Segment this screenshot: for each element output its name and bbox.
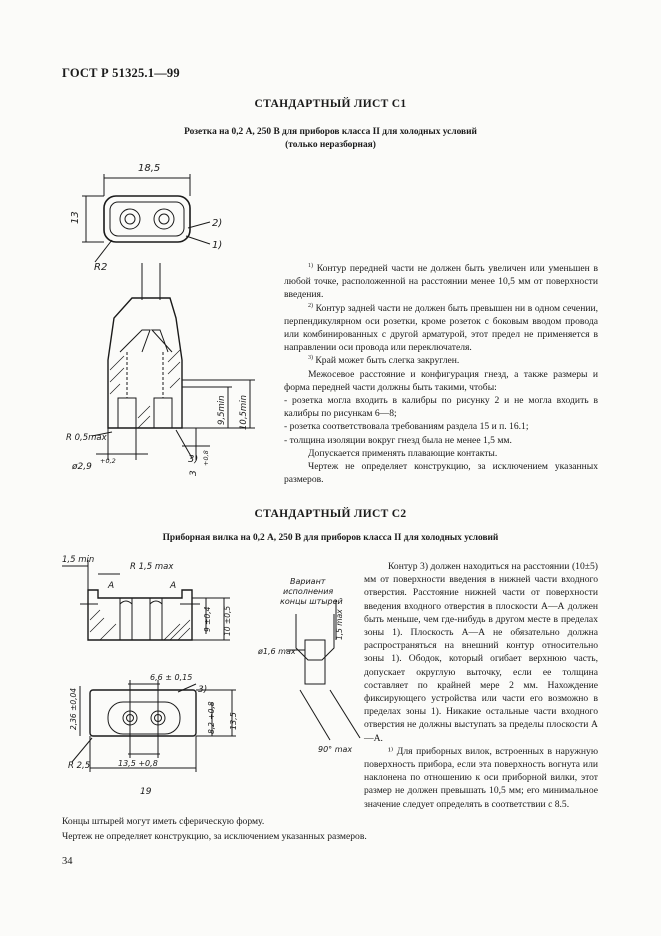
note-2-text: Контур задней части не должен быть превышен ни в одном сечении, перпендикулярном оси розетки, кроме розеток с боковым вводом провода или комбинированных с другой арматурой, этот предел не применяется в направлении оси провода или переключателя. bbox=[284, 302, 598, 354]
page-number: 34 bbox=[62, 856, 73, 867]
note-3-mark: 3) bbox=[308, 355, 313, 362]
c2-dim-9: 9 ±0,4 bbox=[203, 606, 212, 632]
c1-callout-1: 1) bbox=[212, 240, 223, 251]
c2-drawing-note: Чертеж не определяет конструкцию, за исключением указанных размеров. bbox=[62, 831, 367, 842]
c2-dim-10: 10 ±0,5 bbox=[223, 605, 232, 636]
note-1-text: Контур передней части не должен быть увеличен или уменьшен в любой точке, расположенной на расстоянии менее 10,5 мм от поверхности введения. bbox=[284, 263, 598, 301]
sheet-c1-subtitle-1: Розетка на 0,2 А, 250 В для приборов класса II для холодных условий bbox=[184, 127, 477, 137]
standard-header: ГОСТ Р 51325.1—99 bbox=[62, 66, 180, 80]
c1-paragraph: Межосевое расстояние и конфигурация гнезд, а также размеры и форма передней части должны быть такими, чтобы: bbox=[284, 368, 598, 393]
c1-floating-contacts: Допускается применять плавающие контакты. bbox=[308, 447, 498, 459]
c2-angle: 90° max bbox=[318, 745, 353, 754]
c2-variant-3: концы штырей bbox=[280, 597, 343, 606]
c2-variant-1: Вариант bbox=[290, 577, 326, 586]
c1-drawing-note: Чертеж не определяет конструкцию, за исключением указанных размеров. bbox=[284, 461, 598, 486]
c2-width-19: 19 bbox=[140, 787, 152, 797]
c2-main-text: Контур 3) должен находиться на расстоянии (10±5) мм от поверхности введения в нижней части входного отверстия. Расстояние нижней части от поверхности введения входного отверстия в плоскости А—А должен быть меньше, чем где-нибудь в другом месте в пределах зоны 1). Плоскость А—А не обязательно должна распространяться на внешний контур относительно зоны 1). Ободок, который огибает верхнюю часть, допускает округлую выточку, если ее толщина составляет по крайней мере 2 мм. Нахождение фиксирующего устройства или части его возможно в пределах зоны 1). Никакие остальные части входного отверстия не должны выступать за пределы плоскости А—А. bbox=[364, 561, 598, 744]
c2-dim-1-5max: 1,5 max bbox=[335, 609, 344, 640]
c2-r-1-5: R 1,5 max bbox=[130, 562, 174, 572]
c1-depth-tol: +0,8 bbox=[202, 450, 210, 466]
c1-hole-tol: +0,2 bbox=[100, 457, 116, 465]
c1-radius-label: R2 bbox=[94, 262, 108, 273]
c1-callout-3: 3) bbox=[188, 454, 199, 465]
c1-edge-radius: R 0,5max bbox=[66, 433, 107, 443]
note-2-mark: 2) bbox=[308, 302, 313, 309]
c1-dim-9-5: 9,5min bbox=[217, 395, 227, 425]
c2-variant-2: исполнения bbox=[283, 587, 334, 596]
c2-dim-13-5: 13,5 bbox=[229, 712, 238, 730]
c1-callout-2: 2) bbox=[212, 218, 223, 229]
sheet-c2-subtitle: Приборная вилка на 0,2 А, 250 В для приборов класса II для холодных условий bbox=[162, 533, 499, 543]
c2-dim-8-2: 8,2 +0,8 bbox=[207, 701, 216, 734]
c2-section-a-left: A bbox=[108, 581, 115, 591]
c2-note-1: ¹⁾ Для приборных вилок, встроенных в наружную поверхность прибора, если эта поверхность вогнута или наклонена по отношению к оси приборной вилки, этот размер не должен превышать 10,5 мм; его минимальное значение следует определять в соответствии с 8.5. bbox=[364, 745, 598, 810]
c1-depth: 3 bbox=[189, 470, 199, 476]
c1-hole-dia: ø2,9 bbox=[72, 462, 92, 472]
c2-r-2-5: R 2,5 bbox=[68, 761, 91, 771]
c2-section-a-right: A bbox=[170, 581, 177, 591]
c2-callout-3: 3) bbox=[198, 685, 208, 695]
c1-bullet-2: - розетка соответствовала требованиям раздела 15 и п. 16.1; bbox=[284, 421, 529, 433]
c2-pin-note: Концы штырей могут иметь сферическую форму. bbox=[62, 816, 265, 827]
c1-dim-10-5: 10,5min bbox=[239, 395, 249, 430]
sheet-c2-title: СТАНДАРТНЫЙ ЛИСТ С2 bbox=[254, 508, 407, 520]
c2-text bbox=[364, 560, 598, 811]
c1-dim-width: 18,5 bbox=[138, 163, 161, 174]
c2-dim-13-5b: 13,5 +0,8 bbox=[118, 759, 158, 768]
c2-min-1-5: 1,5 min bbox=[62, 555, 95, 565]
c1-bullet-1: - розетка могла входить в калибры по рисунку 2 и не могла входить в калибры по рисункам 6—8; bbox=[284, 395, 598, 420]
note-1-mark: 1) bbox=[308, 262, 313, 269]
c2-dim-2-36: 2,36 ±0,04 bbox=[69, 687, 78, 730]
c1-dim-height: 13 bbox=[70, 211, 81, 224]
sheet-c1-title: СТАНДАРТНЫЙ ЛИСТ С1 bbox=[254, 98, 407, 110]
c2-dia-1-6: ø1,6 max bbox=[258, 647, 296, 656]
sheet-c1-subtitle-2: (только неразборная) bbox=[285, 140, 376, 150]
c1-bullet-3: - толщина изоляции вокруг гнезд была не менее 1,5 мм. bbox=[284, 434, 512, 446]
c2-dim-6-6: 6,6 ± 0,15 bbox=[150, 673, 193, 682]
note-3-text: Край может быть слегка закруглен. bbox=[315, 355, 460, 367]
